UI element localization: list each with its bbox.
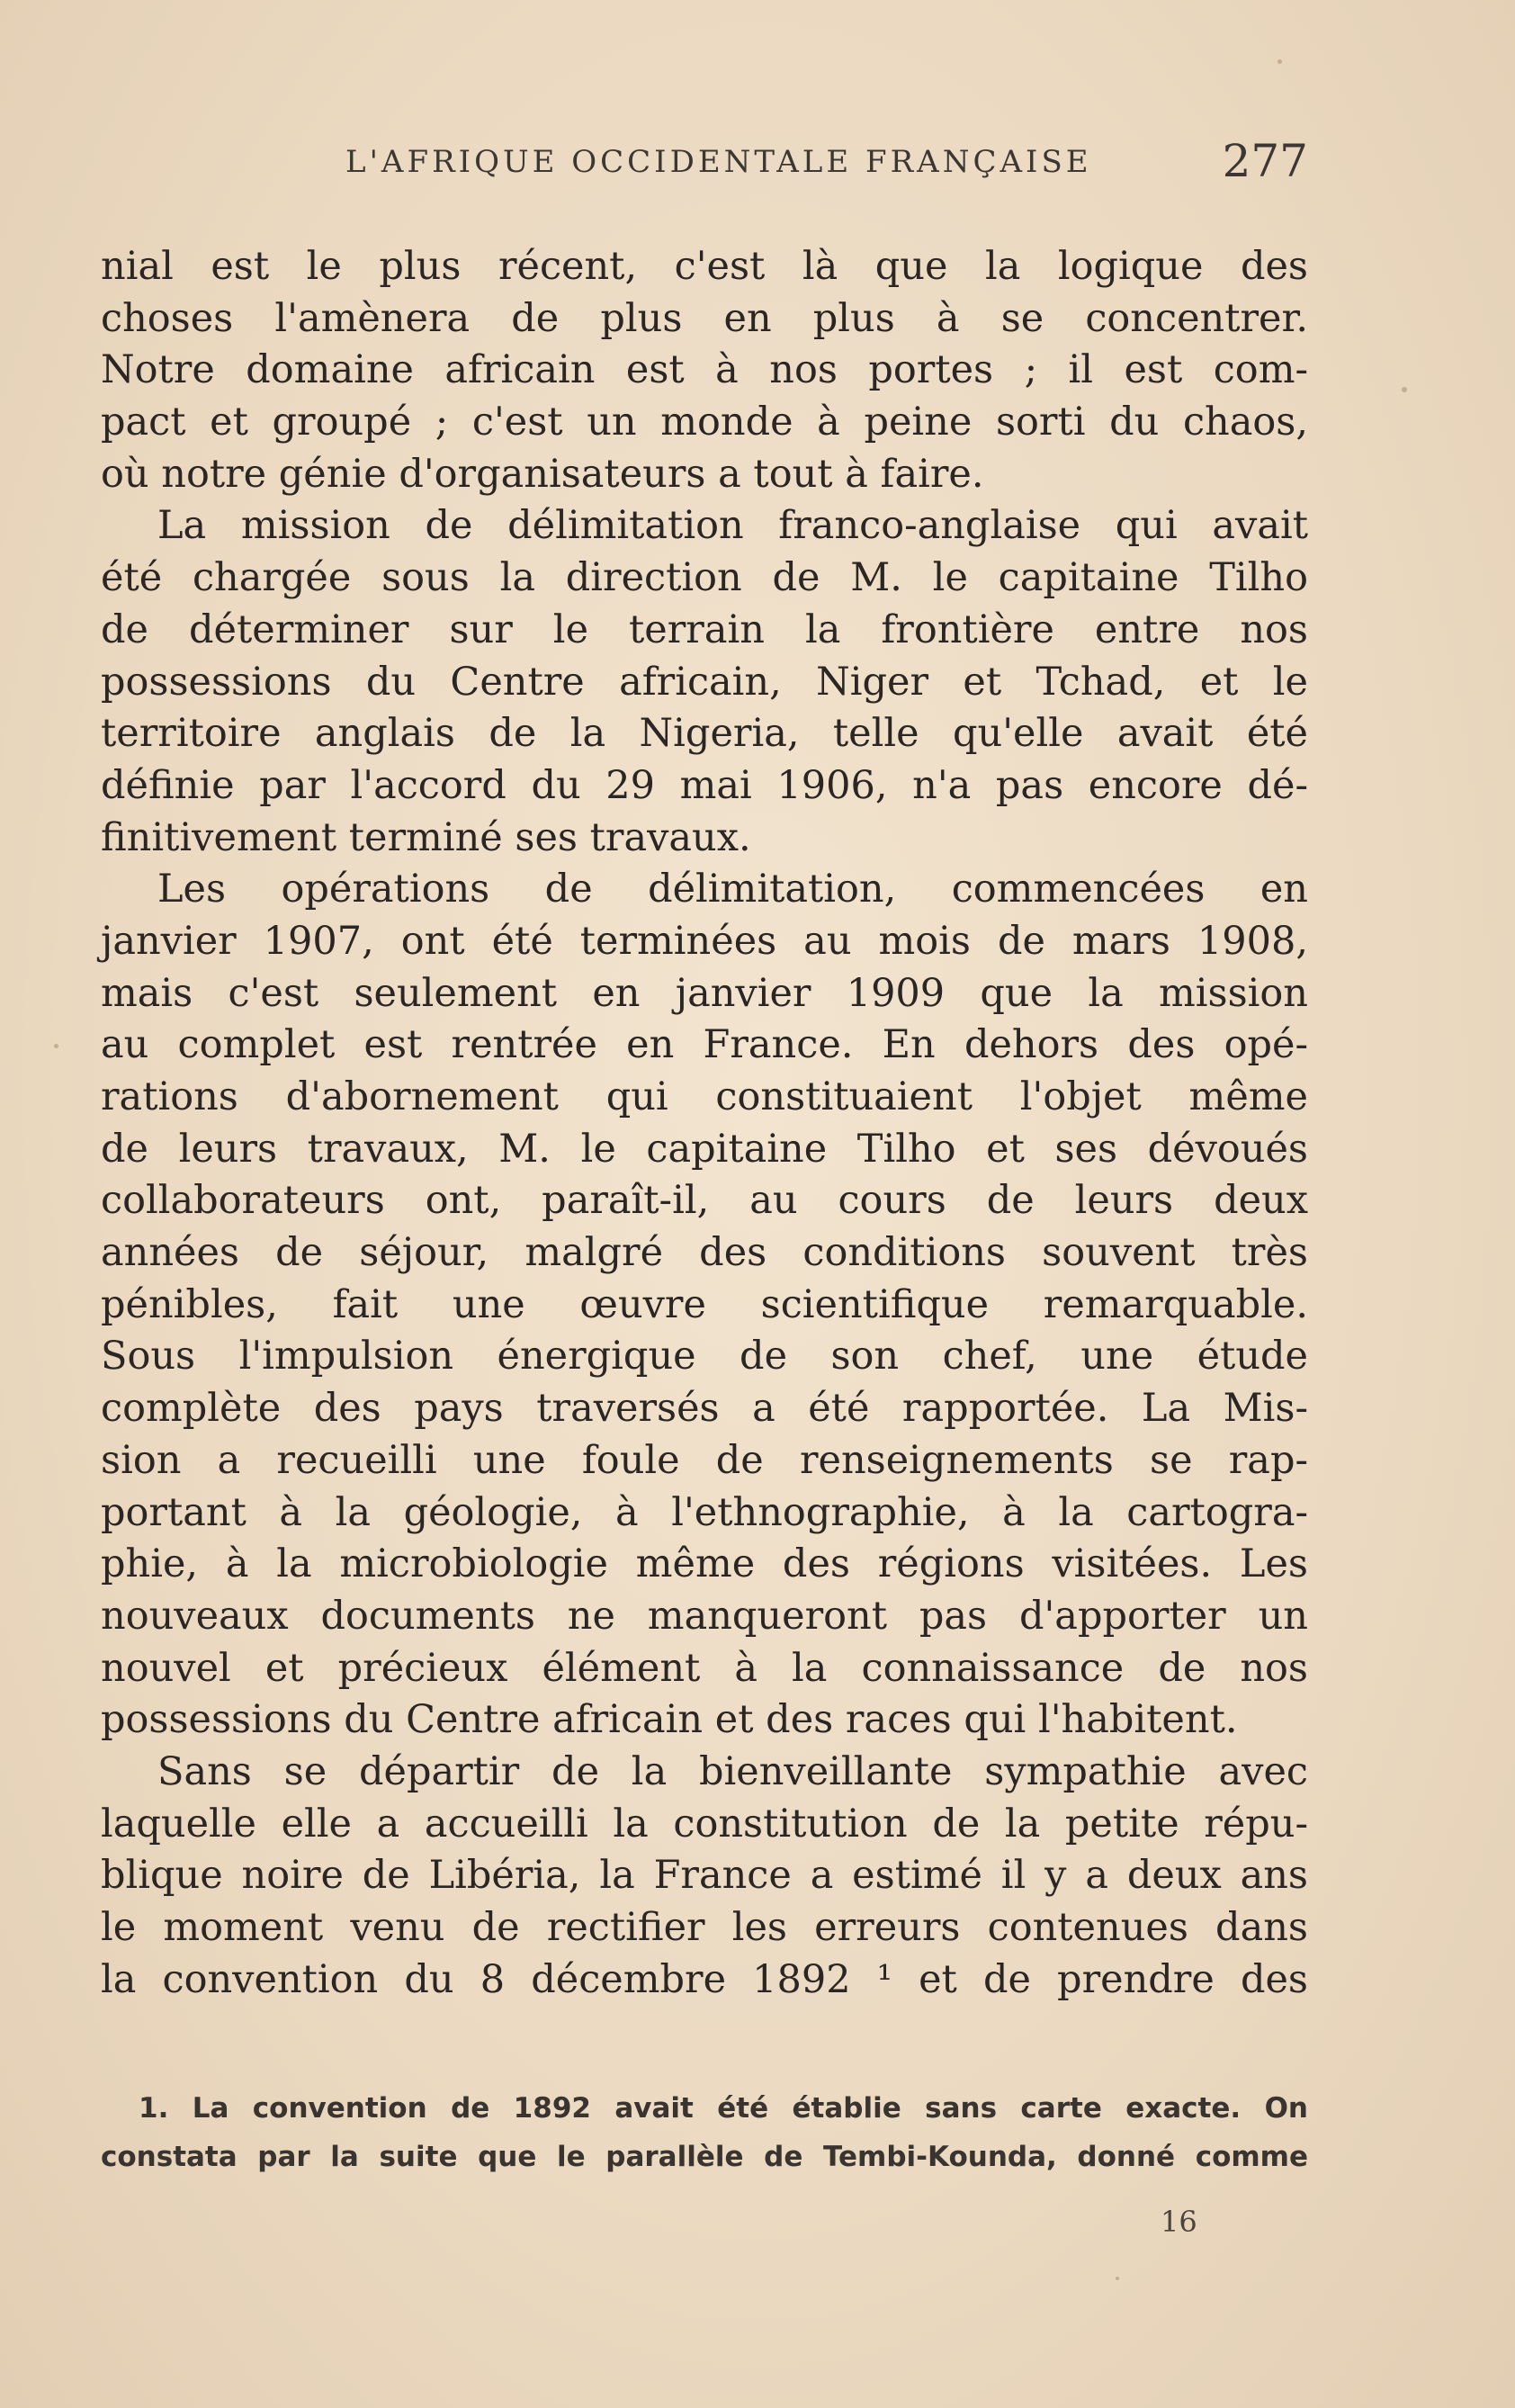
text-line: nouveaux documents ne manqueront pas d'apporter un <box>101 1593 1308 1639</box>
text-line: définie par l'accord du 29 mai 1906, n'a pas encore dé- <box>101 762 1308 808</box>
text-line: rations d'abornement qui constituaient l'objet même <box>101 1074 1308 1119</box>
text-line: de leurs travaux, M. le capitaine Tilho et ses dévoués <box>101 1126 1308 1172</box>
footnote-line: 1. La convention de 1892 avait été établie sans carte exacte. On <box>139 2092 1308 2125</box>
text-line: mais c'est seulement en janvier 1909 que la mission <box>101 970 1308 1016</box>
text-line: au complet est rentrée en France. En dehors des opé- <box>101 1022 1308 1068</box>
text-line: années de séjour, malgré des conditions souvent très <box>101 1230 1308 1276</box>
text-line: la convention du 8 décembre 1892 ¹ et de prendre des <box>101 1956 1308 2002</box>
text-line: territoire anglais de la Nigeria, telle qu'elle avait été <box>101 711 1308 757</box>
text-line: portant à la géologie, à l'ethnographie, à la cartogra- <box>101 1489 1308 1535</box>
text-line: le moment venu de rectifier les erreurs contenues dans <box>101 1905 1308 1950</box>
text-line: laquelle elle a accueilli la constitution de la petite répu- <box>101 1801 1308 1846</box>
text-line: Notre domaine africain est à nos portes ; il est com- <box>101 347 1308 393</box>
text-line: possessions du Centre africain, Niger et Tchad, et le <box>101 659 1308 705</box>
text-line: où notre génie d'organisateurs a tout à faire. <box>101 451 984 497</box>
text-line: possessions du Centre africain et des races qui l'habitent. <box>101 1697 1238 1743</box>
text-line: blique noire de Libéria, la France a estimé il y a deux ans <box>101 1853 1308 1899</box>
text-line: collaborateurs ont, paraît-il, au cours de leurs deux <box>101 1178 1308 1224</box>
text-line: complète des pays traversés a été rapportée. La Mis- <box>101 1386 1308 1432</box>
text-line: finitivement terminé ses travaux. <box>101 814 751 860</box>
text-line: pénibles, fait une œuvre scientifique remarquable. <box>101 1281 1308 1327</box>
text-line: nial est le plus récent, c'est là que la logique des <box>101 244 1308 289</box>
signature-mark: 16 <box>1161 2205 1197 2239</box>
text-line: phie, à la microbiologie même des régions visitées. Les <box>101 1541 1308 1587</box>
text-line: choses l'amènera de plus en plus à se concentrer. <box>101 295 1308 341</box>
page-number: 277 <box>1222 135 1308 187</box>
text-line: Sous l'impulsion énergique de son chef, une étude <box>101 1334 1308 1379</box>
body-text <box>101 241 1308 2006</box>
text-line: sion a recueilli une foule de renseignements se rap- <box>101 1437 1308 1483</box>
text-line: de déterminer sur le terrain la frontière entre nos <box>101 606 1308 652</box>
text-line: pact et groupé ; c'est un monde à peine sorti du chaos, <box>101 400 1308 445</box>
page-header <box>101 135 1308 189</box>
text-line: janvier 1907, ont été terminées au mois de mars 1908, <box>101 918 1308 964</box>
text-line: Sans se départir de la bienveillante sympathie avec <box>157 1748 1308 1794</box>
footnote-line: constata par la suite que le parallèle de Tembi-Kounda, donné comme <box>101 2141 1308 2173</box>
footnote <box>101 2084 1308 2181</box>
running-title: L'AFRIQUE OCCIDENTALE FRANÇAISE <box>345 144 1092 180</box>
text-line: Les opérations de délimitation, commencées en <box>157 867 1308 912</box>
text-line: nouvel et précieux élément à la connaissance de nos <box>101 1645 1308 1691</box>
text-line: été chargée sous la direction de M. le capitaine Tilho <box>101 555 1308 601</box>
text-line: La mission de délimitation franco-anglaise qui avait <box>157 503 1308 549</box>
